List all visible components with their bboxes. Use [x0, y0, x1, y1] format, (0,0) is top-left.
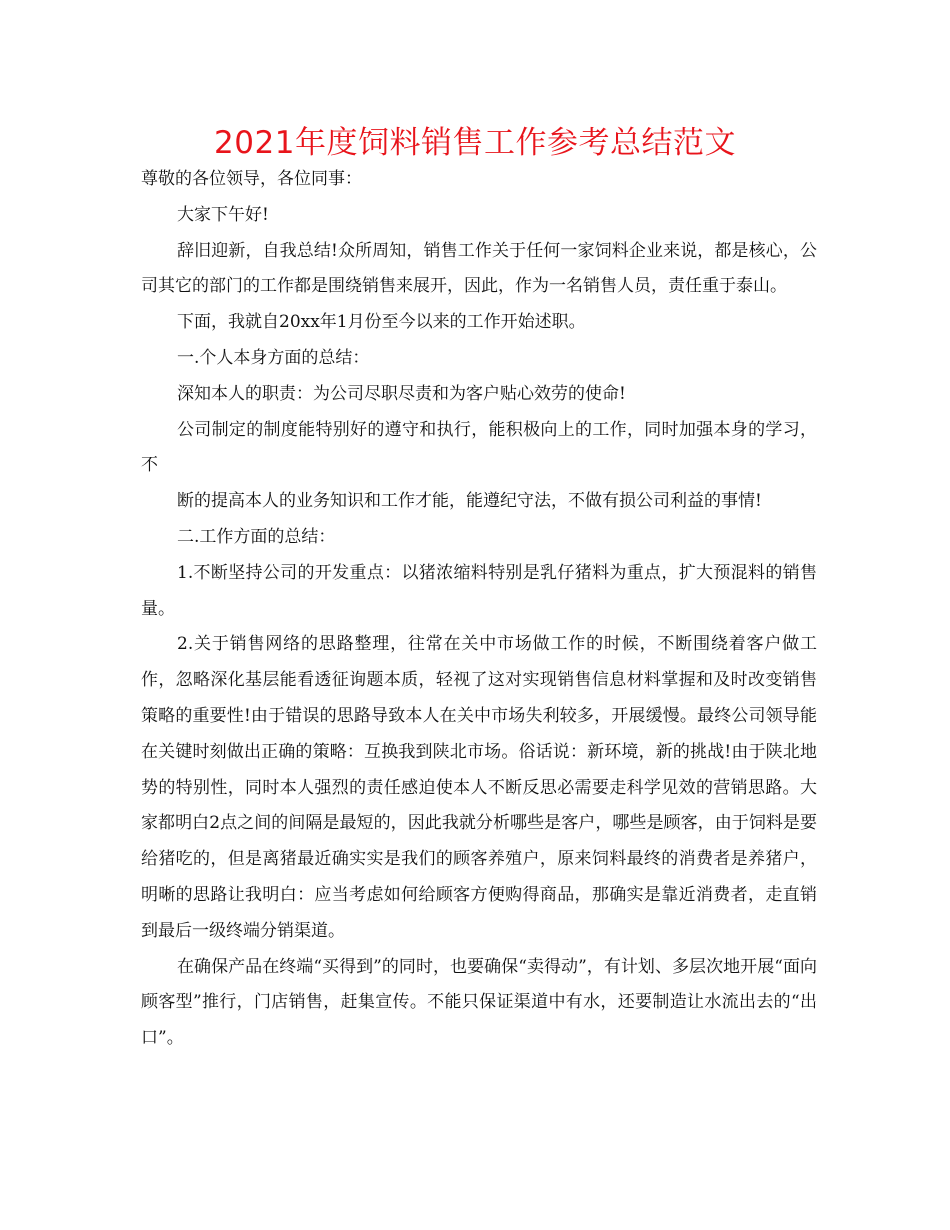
intro-paragraph: 辞旧迎新，自我总结!众所周知，销售工作关于任何一家饲料企业来说，都是核心，公司其它的部门的工作都是围绕销售来展开，因此，作为一名销售人员，责任重于泰山。	[141, 240, 817, 297]
document-title: 2021年度饲料销售工作参考总结范文	[214, 125, 736, 161]
work-point-1: 1.不断坚持公司的开发重点：以猪浓缩料特别是乳仔猪料为重点，扩大预混料的销售量。	[141, 562, 817, 619]
section-heading-work: 二.工作方面的总结：	[177, 526, 336, 547]
salutation-paragraph: 大家下午好!	[177, 204, 269, 225]
section-heading-personal: 一.个人本身方面的总结：	[177, 347, 370, 368]
greeting-paragraph: 尊敬的各位领导，各位同事：	[141, 169, 362, 189]
work-point-2: 2.关于销售网络的思路整理，往常在关中市场做工作的时候，不断围绕着客户做工作，忽略深化基层能看透征询题本质，轻视了这对实现销售信息材料掌握和及时改变销售策略的重要性!由于错误的思路导致本人在关中市场失利较多，开展缓慢。最终公司领导能在关键时刻做出正确的策略：互换我到陕北市场。俗话说：新环境，新的挑战!由于陕北地势的特别性，同时本人强烈的责任感迫使本人不断反思必需要走科学见效的营销思路。大家都明白2点之间的间隔是最短的，因此我就分析哪些是客户，哪些是顾客，由于饲料是要给猪吃的，但是离猪最近确实实是我们的顾客养殖户，原来饲料最终的消费者是养猪户，明晰的思路让我明白：应当考虑如何给顾客方便购得商品，那确实是靠近消费者，走直销到最后一级终端分销渠道。	[141, 634, 817, 941]
improvement-paragraph: 断的提高本人的业务知识和工作才能，能遵纪守法，不做有损公司利益的事情!	[177, 491, 762, 512]
report-start-paragraph: 下面，我就自20xx年1月份至今以来的工作开始述职。	[177, 312, 586, 333]
duty-paragraph: 深知本人的职责：为公司尽职尽责和为客户贴心效劳的使命!	[177, 383, 626, 404]
learning-paragraph: 公司制定的制度能特别好的遵守和执行，能积极向上的工作，同时加强本身的学习，不	[141, 419, 817, 476]
terminal-sales-paragraph: 在确保产品在终端“买得到”的同时，也要确保“卖得动”，有计划、多层次地开展“面向顾客型”推行，门店销售，赶集宣传。不能只保证渠道中有水，还要制造让水流出去的“出口”。	[141, 956, 817, 1049]
document-body	[141, 162, 817, 1057]
